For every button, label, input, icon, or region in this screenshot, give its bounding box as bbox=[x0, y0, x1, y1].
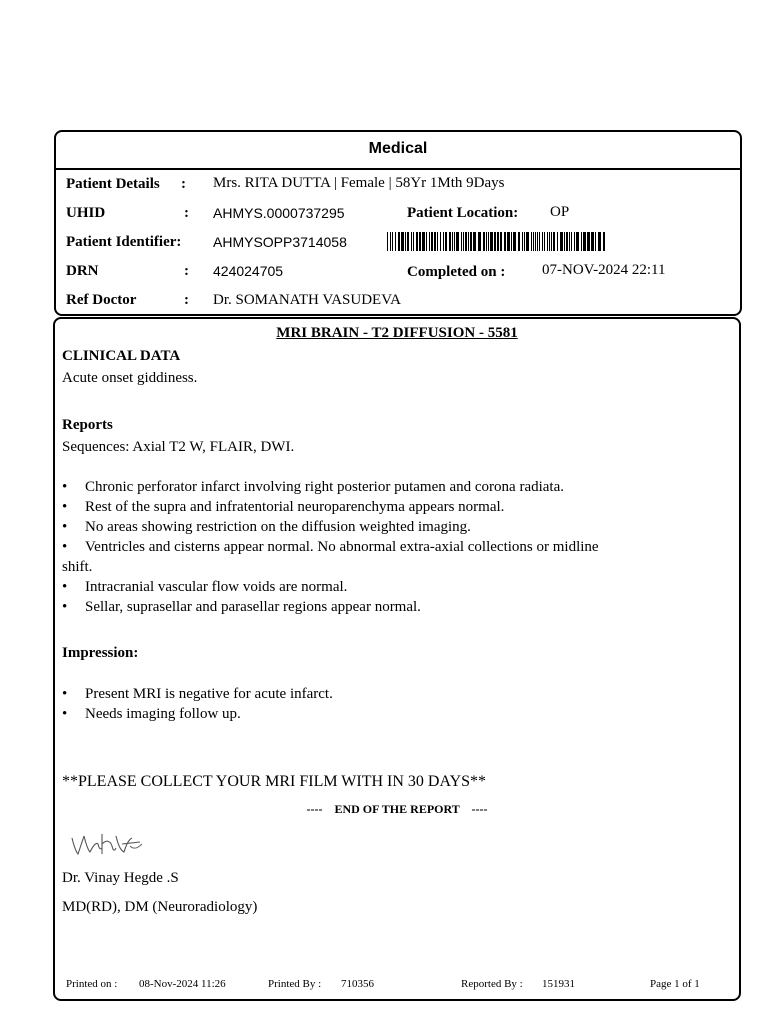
impression-text: Needs imaging follow up. bbox=[85, 706, 241, 722]
impression-text: Present MRI is negative for acute infarct. bbox=[85, 686, 333, 702]
completed-on-label: Completed on : bbox=[407, 264, 506, 280]
bullet-glyph: • bbox=[62, 539, 68, 555]
barcode-image bbox=[387, 232, 605, 251]
collect-film-notice: **PLEASE COLLECT YOUR MRI FILM WITH IN 30 DAYS** bbox=[62, 773, 487, 790]
bullet-glyph: • bbox=[62, 599, 68, 615]
bullet-glyph: • bbox=[62, 479, 68, 495]
finding-text: Intracranial vascular flow voids are normal. bbox=[85, 579, 348, 595]
patient-identifier-label: Patient Identifier: bbox=[66, 234, 182, 250]
reports-heading: Reports bbox=[62, 417, 113, 433]
printed-on-value: 08-Nov-2024 11:26 bbox=[139, 978, 226, 990]
patient-location-value: OP bbox=[550, 204, 570, 220]
colon: : bbox=[181, 176, 186, 192]
bullet-glyph: • bbox=[62, 579, 68, 595]
patient-identifier-value: AHMYSOPP3714058 bbox=[213, 234, 347, 250]
reported-by-label: Reported By : bbox=[461, 978, 523, 990]
ref-doctor-label: Ref Doctor bbox=[66, 292, 137, 308]
finding-item bbox=[62, 519, 471, 536]
finding-item bbox=[62, 579, 347, 596]
bullet-glyph: • bbox=[62, 686, 68, 702]
bullet-glyph: • bbox=[62, 499, 68, 515]
finding-text: Chronic perforator infarct involving right posterior putamen and corona radiata. bbox=[85, 479, 565, 495]
page-number: Page 1 of 1 bbox=[650, 978, 700, 990]
completed-on-value: 07-NOV-2024 22:11 bbox=[542, 262, 666, 278]
finding-item bbox=[62, 599, 421, 616]
uhid-label: UHID bbox=[66, 205, 106, 221]
bullet-glyph: • bbox=[62, 706, 68, 722]
patient-details-label: Patient Details bbox=[66, 176, 160, 192]
doctor-signature bbox=[66, 828, 148, 862]
finding-text: Rest of the supra and infratentorial neuroparenchyma appears normal. bbox=[85, 499, 505, 515]
patient-location-label: Patient Location: bbox=[407, 205, 519, 221]
uhid-value: AHMYS.0000737295 bbox=[213, 205, 345, 221]
ref-doctor-value: Dr. SOMANATH VASUDEVA bbox=[213, 292, 401, 308]
finding-text: No areas showing restriction on the diffusion weighted imaging. bbox=[85, 519, 471, 535]
finding-item bbox=[62, 539, 599, 556]
printed-by-value: 710356 bbox=[341, 978, 374, 990]
colon: : bbox=[184, 205, 189, 221]
finding-item bbox=[62, 499, 504, 516]
impression-heading: Impression: bbox=[62, 645, 139, 661]
printed-on-label: Printed on : bbox=[66, 978, 118, 990]
header-title: Medical bbox=[56, 132, 740, 170]
impression-item bbox=[62, 686, 333, 703]
drn-label: DRN bbox=[66, 263, 99, 279]
reported-by-value: 151931 bbox=[542, 978, 575, 990]
sequences-text: Sequences: Axial T2 W, FLAIR, DWI. bbox=[62, 439, 295, 455]
impression-item bbox=[62, 706, 241, 723]
finding-continuation: shift. bbox=[62, 559, 93, 575]
drn-value: 424024705 bbox=[213, 263, 284, 279]
finding-item bbox=[62, 479, 564, 496]
patient-header-box bbox=[54, 130, 742, 316]
clinical-data-text: Acute onset giddiness. bbox=[62, 370, 198, 386]
end-of-report: ---- END OF THE REPORT ---- bbox=[306, 802, 488, 816]
doctor-name: Dr. Vinay Hegde .S bbox=[62, 870, 179, 886]
doctor-qualification: MD(RD), DM (Neuroradiology) bbox=[62, 899, 258, 915]
patient-details-value: Mrs. RITA DUTTA | Female | 58Yr 1Mth 9Days bbox=[213, 175, 505, 191]
finding-text: Ventricles and cisterns appear normal. No abnormal extra-axial collections or midline bbox=[85, 539, 599, 555]
bullet-glyph: • bbox=[62, 519, 68, 535]
colon: : bbox=[184, 292, 189, 308]
printed-by-label: Printed By : bbox=[268, 978, 322, 990]
colon: : bbox=[184, 263, 189, 279]
exam-title: MRI BRAIN - T2 DIFFUSION - 5581 bbox=[276, 325, 518, 341]
clinical-data-heading: CLINICAL DATA bbox=[62, 348, 181, 364]
finding-text: Sellar, suprasellar and parasellar regions appear normal. bbox=[85, 599, 421, 615]
